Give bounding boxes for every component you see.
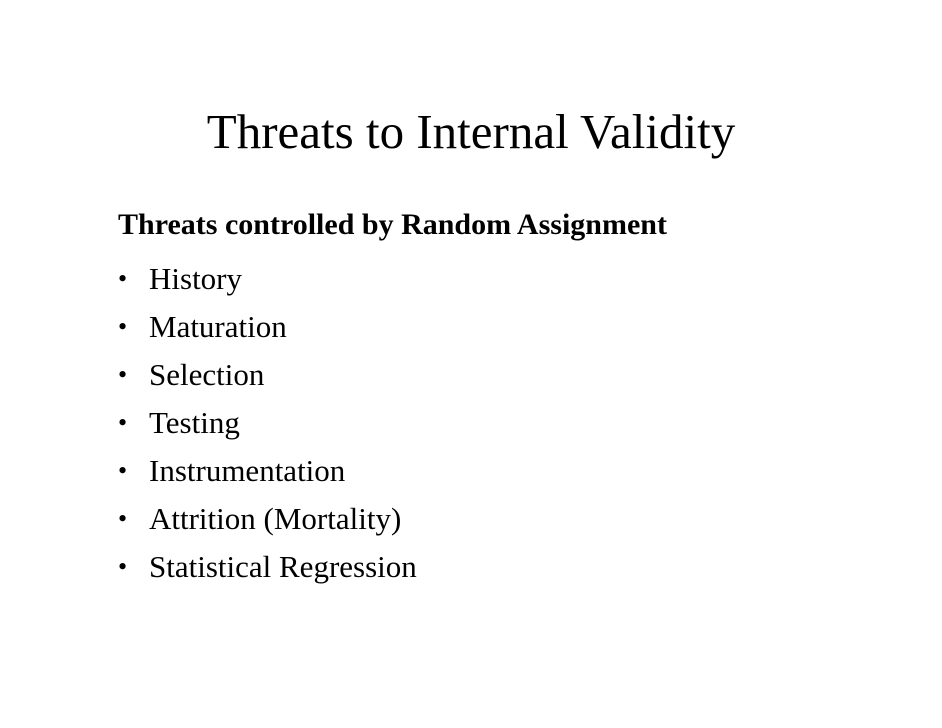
bullet-label: Selection xyxy=(149,357,265,392)
bullet-icon: • xyxy=(118,312,128,341)
bullet-icon: • xyxy=(118,264,128,293)
bullet-label: History xyxy=(149,261,242,296)
bullet-label: Attrition (Mortality) xyxy=(149,501,402,536)
slide-title: Threats to Internal Validity xyxy=(206,104,736,159)
bullet-label: Testing xyxy=(149,405,240,440)
bullet-item-testing xyxy=(118,399,417,447)
bullet-item-statistical-regression xyxy=(118,543,417,591)
bullet-label: Statistical Regression xyxy=(149,549,417,584)
bullet-label: Instrumentation xyxy=(149,453,346,488)
bullet-icon: • xyxy=(118,360,128,389)
bullet-item-maturation xyxy=(118,303,417,351)
bullet-icon: • xyxy=(118,504,128,533)
bullet-list xyxy=(118,255,417,591)
bullet-item-attrition xyxy=(118,495,417,543)
bullet-item-history xyxy=(118,255,417,303)
bullet-icon: • xyxy=(118,408,128,437)
bullet-icon: • xyxy=(118,552,128,581)
bullet-label: Maturation xyxy=(149,309,287,344)
bullet-item-selection xyxy=(118,351,417,399)
bullet-icon: • xyxy=(118,456,128,485)
bullet-item-instrumentation xyxy=(118,447,417,495)
subheading: Threats controlled by Random Assignment xyxy=(118,208,667,241)
